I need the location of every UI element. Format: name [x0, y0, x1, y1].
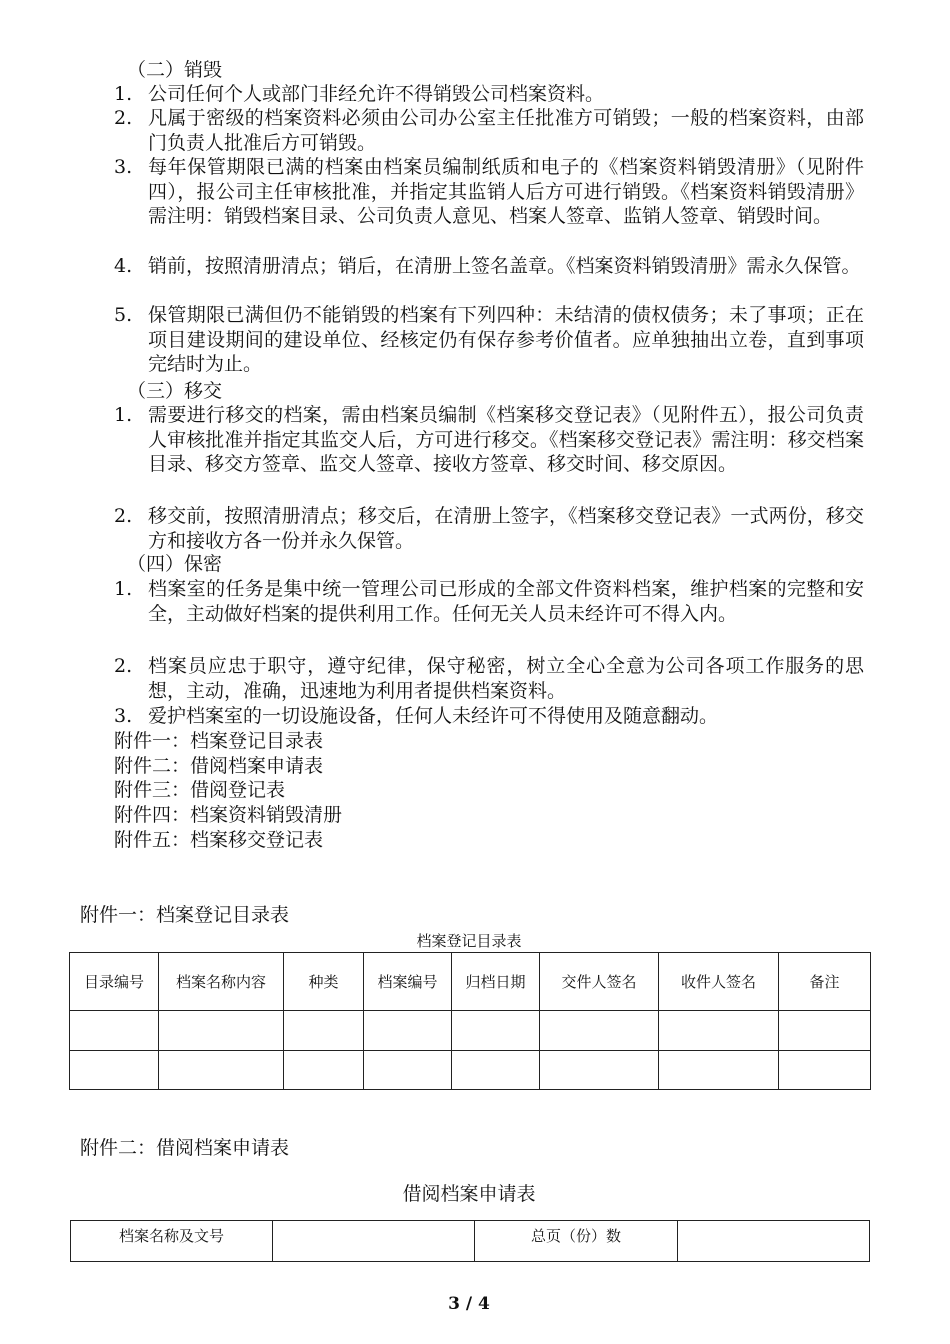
- table-cell: [779, 1051, 871, 1090]
- table-header-cell: 交件人签名: [540, 953, 659, 1011]
- table-header-row: [70, 953, 871, 1011]
- table-row: [70, 1011, 871, 1051]
- list-item: [114, 155, 864, 229]
- list-number: 2.: [114, 505, 133, 527]
- list-text: 档案室的任务是集中统一管理公司已形成的全部文件资料档案，维护档案的完整和安全，主动做好档案的提供利用工作。任何无关人员未经许可不得入内。: [148, 578, 864, 625]
- list-number: 4.: [114, 255, 133, 277]
- list-text: 凡属于密级的档案资料必须由公司办公室主任批准方可销毁；一般的档案资料，由部门负责人批准后方可销毁。: [148, 107, 864, 154]
- table-cell: [159, 1011, 284, 1051]
- table-cell: 档案名称及文号: [71, 1221, 273, 1262]
- table-cell: 总页（份）数: [475, 1221, 678, 1262]
- list-text: 移交前，按照清册清点；移交后，在清册上签字，《档案移交登记表》一式两份，移交方和接收方各一份并永久保管。: [148, 505, 864, 552]
- table-cell: [70, 1011, 159, 1051]
- list-text: 保管期限已满但仍不能销毁的档案有下列四种：未结清的债权债务；未了事项；正在项目建设期间的建设单位、经核定仍有保存参考价值者。应单独抽出立卷，直到事项完结时为止。: [148, 304, 864, 375]
- table-row: [71, 1221, 870, 1262]
- attachment-list-item: 附件三：借阅登记表: [114, 779, 286, 801]
- table-row: [70, 1051, 871, 1090]
- list-item: [114, 504, 864, 553]
- list-text: 需要进行移交的档案，需由档案员编制《档案移交登记表》（见附件五），报公司负责人审核批准并指定其监交人后，方可进行移交。《档案移交登记表》需注明：移交档案目录、移交方签章、监交人签章、接收方签章、移交时间、移交原因。: [148, 404, 864, 475]
- table-header-cell: 档案编号: [364, 953, 452, 1011]
- list-item: [114, 403, 864, 477]
- annex2-heading: 附件二：借阅档案申请表: [80, 1137, 290, 1159]
- attachment-list-item: 附件五：档案移交登记表: [114, 829, 324, 851]
- table-cell: [284, 1011, 364, 1051]
- attachment-list-item: 附件一：档案登记目录表: [114, 730, 324, 752]
- list-number: 2.: [114, 107, 133, 129]
- table-cell: [540, 1051, 659, 1090]
- attachment-list-item: 附件二：借阅档案申请表: [114, 755, 324, 777]
- list-text: 每年保管期限已满的档案由档案员编制纸质和电子的《档案资料销毁清册》（见附件四），报公司主任审核批准，并指定其监销人后方可进行销毁。《档案资料销毁清册》需注明：销毁档案目录、公司负责人意见、档案人签章、监销人签章、销毁时间。: [148, 156, 864, 227]
- section-heading-transfer: （三）移交: [127, 380, 223, 402]
- attachment-list-item: 附件四：档案资料销毁清册: [114, 804, 343, 826]
- list-item: [114, 303, 864, 377]
- table-header-cell: 种类: [284, 953, 364, 1011]
- list-item: [114, 82, 864, 107]
- table-cell: [364, 1051, 452, 1090]
- table-cell: [779, 1011, 871, 1051]
- table-header-cell: 目录编号: [70, 953, 159, 1011]
- annex1-heading: 附件一：档案登记目录表: [80, 904, 290, 926]
- list-item: [114, 106, 864, 155]
- list-number: 3.: [114, 156, 133, 178]
- table-cell: [159, 1051, 284, 1090]
- section-heading-secrecy: （四）保密: [127, 553, 223, 575]
- table-cell: [678, 1221, 870, 1262]
- section-heading-destroy: （二）销毁: [127, 59, 223, 81]
- list-number: 5.: [114, 304, 133, 326]
- table-cell: [273, 1221, 475, 1262]
- table-cell: [452, 1011, 540, 1051]
- list-text: 公司任何个人或部门非经允许不得销毁公司档案资料。: [148, 83, 605, 105]
- table-cell: [540, 1011, 659, 1051]
- table-cell: [364, 1011, 452, 1051]
- list-number: 1.: [114, 83, 133, 105]
- list-item: [114, 577, 864, 626]
- page-number: 3 / 4: [448, 1294, 490, 1314]
- annex2-table-caption: 借阅档案申请表: [402, 1183, 536, 1205]
- list-item: [114, 704, 864, 729]
- table-cell: [659, 1011, 779, 1051]
- list-text: 销前，按照清册清点；销后，在清册上签名盖章。《档案资料销毁清册》需永久保管。: [148, 255, 861, 277]
- table-cell: [284, 1051, 364, 1090]
- table-cell: [659, 1051, 779, 1090]
- annex1-table: [69, 952, 871, 1090]
- table-header-cell: 收件人签名: [659, 953, 779, 1011]
- table-cell: [70, 1051, 159, 1090]
- list-number: 1.: [114, 404, 133, 426]
- annex2-table: [70, 1220, 870, 1262]
- list-number: 3.: [114, 705, 133, 727]
- list-item: [114, 254, 864, 279]
- list-text: 爱护档案室的一切设施设备，任何人未经许可不得使用及随意翻动。: [148, 705, 719, 727]
- list-text: 档案员应忠于职守，遵守纪律，保守秘密，树立全心全意为公司各项工作服务的思想，主动，准确，迅速地为利用者提供档案资料。: [148, 655, 864, 702]
- table-header-cell: 归档日期: [452, 953, 540, 1011]
- list-item: [114, 654, 864, 703]
- table-cell: [452, 1051, 540, 1090]
- list-number: 2.: [114, 655, 133, 677]
- table-header-cell: 备注: [779, 953, 871, 1011]
- list-number: 1.: [114, 578, 133, 600]
- annex1-table-caption: 档案登记目录表: [416, 932, 522, 950]
- table-header-cell: 档案名称内容: [159, 953, 284, 1011]
